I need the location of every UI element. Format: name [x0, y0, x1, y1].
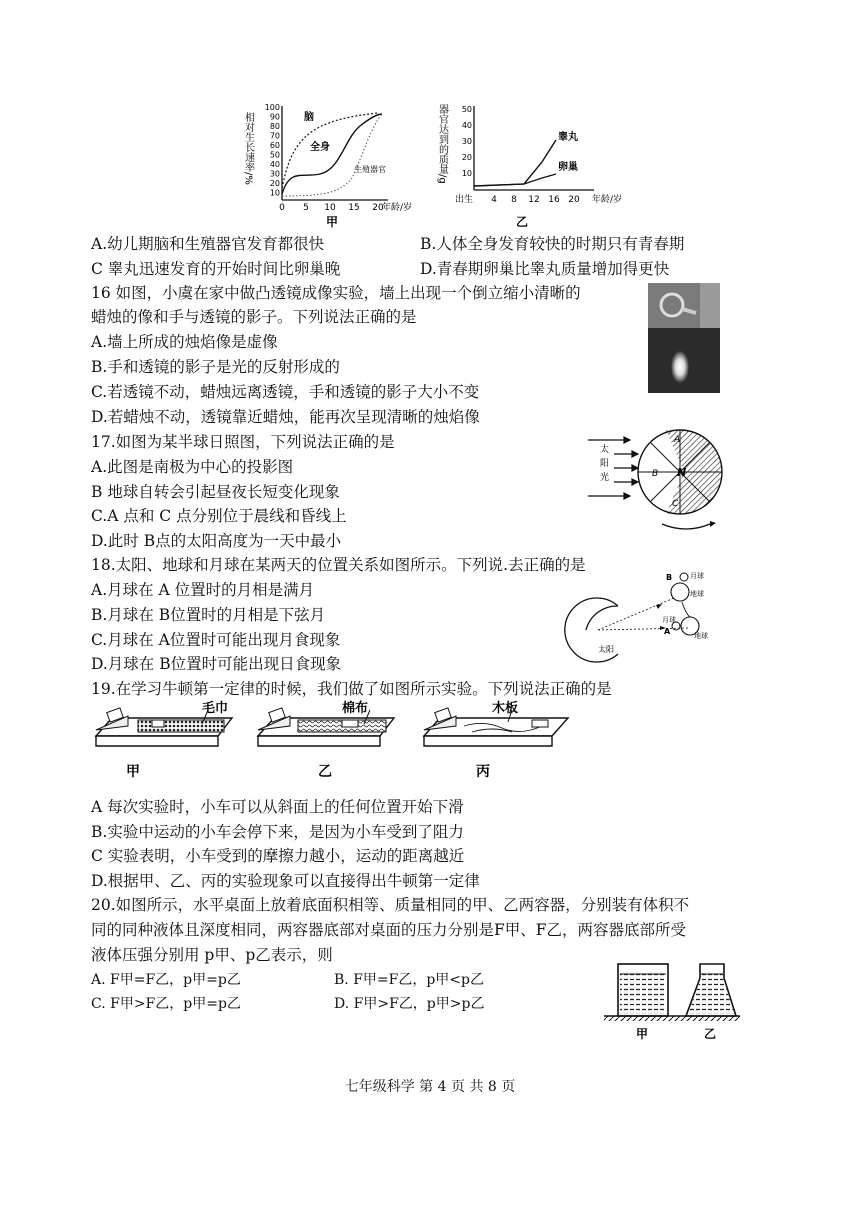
sun-label: 太阳 [598, 645, 614, 654]
container-caption-jia: 甲 [636, 1027, 649, 1041]
sun-label-2: 阳 [600, 459, 610, 469]
q19-option-d: D.根据甲、乙、丙的实验现象可以直接得出牛顿第一定律 [91, 872, 480, 890]
q17-option-c: C.A 点和 C 点分别位于晨线和昏线上 [91, 507, 347, 525]
surface-label-cotton: 棉布 [342, 701, 369, 716]
chart-yi-caption: 乙 [515, 215, 529, 229]
chart-yi-xtick: 16 [548, 195, 560, 205]
chart-jia-xtick: 0 [279, 203, 285, 213]
chart-jia-ytick: 30 [269, 169, 280, 179]
chart-jia-ytick: 90 [269, 112, 280, 122]
q20-stem-line2: 同的同种液体且深度相同，两容器底部对桌面的压力分别是F甲、F乙，两容器底部所受 [91, 921, 687, 939]
sun-earth-moon-diagram [578, 568, 728, 660]
q18-option-c: C.月球在 A位置时可能出现月食现象 [91, 631, 341, 649]
organ-mass-chart-yi [434, 98, 624, 230]
chart-jia-xtick: 5 [303, 203, 309, 213]
q17-stem: 17.如图为某半球日照图，下列说法正确的是 [91, 433, 395, 451]
q16-option-c: C.若透镜不动，蜡烛远离透镜，手和透镜的影子大小不变 [91, 383, 480, 401]
chart-jia-xtick: 15 [348, 203, 360, 213]
q18-option-b: B.月球在 B位置时的月相是下弦月 [91, 606, 326, 624]
q16-stem-line2: 蜡烛的像和手与透镜的影子。下列说法正确的是 [91, 308, 417, 326]
q15-option-a: A.幼儿期脑和生殖器官发育都很快 [91, 235, 325, 253]
q20-option-a: A. F甲=F乙，p甲=p乙 [91, 972, 241, 988]
curve-label-brain: 脑 [304, 112, 314, 123]
chart-jia-ytick: 80 [269, 122, 280, 131]
chart-yi-ytick: 40 [461, 121, 472, 130]
chart-jia-ytick: 100 [264, 103, 280, 112]
q16-option-d: D.若蜡烛不动，透镜靠近蜡烛，能再次呈现清晰的烛焰像 [91, 408, 480, 426]
moon-label-a: 月球 [662, 616, 676, 624]
chart-jia-caption: 甲 [325, 215, 339, 229]
point-b-label: B [652, 469, 659, 479]
q17-option-b: B 地球自转会引起昼夜长短变化现象 [91, 483, 340, 501]
q15-option-c: C 睾丸迅速发育的开始时间比卵巢晚 [91, 260, 341, 278]
earth-label-b: 地球 [690, 590, 704, 598]
q18-option-d: D.月球在 B位置时可能出现日食现象 [91, 655, 342, 673]
chart-jia-xtick: 20 [372, 203, 384, 213]
chart-yi-xtick: 4 [491, 195, 497, 205]
q19-option-a: A 每次实验时，小车可以从斜面上的任何位置开始下滑 [91, 798, 464, 816]
chart-jia-xtick: 10 [324, 203, 336, 213]
chart-jia-ytick: 40 [269, 160, 280, 169]
q17-option-d: D.此时 B点的太阳高度为一天中最小 [91, 532, 342, 550]
growth-rate-chart-jia [240, 98, 413, 230]
chart-jia-ytick: 20 [269, 179, 280, 188]
curve-label-ovary: 卵巢 [558, 162, 578, 173]
sun-label-1: 太 [600, 445, 610, 455]
q19-stem: 19.在学习牛顿第一定律的时候，我们做了如图所示实验。下列说法正确的是 [91, 680, 612, 698]
q15-option-b: B.人体全身发育较快的时期只有青春期 [420, 235, 685, 253]
q20-stem-line1: 20.如图所示，水平桌面上放着底面积相等、质量相同的甲、乙两容器，分别装有体积不 [91, 896, 690, 914]
q16-option-a: A.墙上所成的烛焰像是虚像 [91, 333, 278, 351]
caption-jia: 甲 [126, 764, 140, 780]
chart-yi-ytick: 20 [461, 153, 472, 162]
earth-label-a: 地球 [694, 632, 708, 640]
q18-stem: 18.太阳、地球和月球在某两天的位置关系如图所示。下列说.去正确的是 [91, 556, 586, 574]
caption-yi: 乙 [318, 764, 332, 780]
chart-yi-ytick: 50 [461, 105, 472, 114]
q20-option-c: C. F甲>F乙，p甲=p乙 [91, 996, 241, 1012]
curve-label-testis: 睾丸 [558, 132, 578, 143]
setup-jia [96, 708, 232, 780]
chart-yi-xtick: 20 [568, 195, 580, 205]
point-c-label: C [672, 499, 679, 509]
curve-label-body: 全身 [310, 142, 330, 153]
q19-option-c: C 实验表明，小车受到的摩擦力越小，运动的距离越近 [91, 847, 465, 865]
chart-yi-ytick: 10 [461, 169, 472, 178]
chart-jia-ytick: 50 [269, 150, 280, 160]
position-b-label: B [666, 573, 673, 582]
sun-label-3: 光 [600, 473, 610, 483]
moon-label-b: 月球 [690, 572, 704, 580]
caption-bing: 丙 [476, 764, 490, 780]
chart-jia-ytick: 60 [269, 141, 280, 150]
hemisphere-sunlight-diagram [586, 420, 731, 542]
q17-option-a: A.此图是南极为中心的投影图 [91, 458, 294, 476]
q19-option-b: B.实验中运动的小车会停下来，是因为小车受到了阻力 [91, 823, 464, 841]
page-footer: 七年级科学 第 4 页 共 8 页 [344, 1079, 516, 1095]
chart-yi-xtick: 12 [528, 195, 540, 205]
chart-yi-xtick: 8 [511, 195, 517, 205]
chart-jia-ytick: 10 [269, 188, 280, 198]
surface-label-towel: 毛巾 [202, 701, 229, 716]
point-a-label: A [674, 435, 681, 445]
curve-label-repro: 生殖器官 [354, 165, 386, 174]
q20-stem-line3: 液体压强分别用 p甲、p乙表示，则 [91, 946, 333, 964]
q16-option-b: B.手和透镜的影子是光的反射形成的 [91, 358, 340, 376]
setup-bing [424, 708, 568, 780]
surface-label-board: 木板 [492, 701, 519, 716]
container-caption-yi: 乙 [704, 1027, 717, 1041]
chart-yi-ytick: 30 [461, 137, 472, 146]
q20-option-d: D. F甲>F乙，p甲>p乙 [334, 996, 485, 1012]
setup-yi [258, 708, 394, 780]
newton-first-law-experiment [92, 700, 582, 782]
q20-option-b: B. F甲=F乙，p甲<p乙 [334, 972, 485, 988]
candle-lens-photo [648, 283, 720, 393]
q16-stem-line1: 16 如图，小虞在家中做凸透镜成像实验，墙上出现一个倒立缩小清晰的 [91, 284, 581, 302]
chart-yi-xunit: 年龄/岁 [592, 195, 623, 205]
q15-option-d: D.青春期卵巢比睾丸质量增加得更快 [420, 260, 670, 278]
chart-yi-xtick: 出生 [454, 195, 474, 205]
two-containers-diagram [600, 952, 740, 1042]
position-a-label: A [664, 627, 671, 636]
chart-jia-ytick: 70 [269, 131, 280, 141]
chart-jia-xunit: 年龄/岁 [382, 203, 413, 213]
chart-jia-ylabel: 相对生长速率/% [242, 112, 254, 185]
chart-yi-ylabel: 器官达到的质量/g [436, 104, 448, 184]
north-pole-label: N [677, 466, 687, 479]
q18-option-a: A.月球在 A 位置时的月相是满月 [91, 581, 315, 599]
